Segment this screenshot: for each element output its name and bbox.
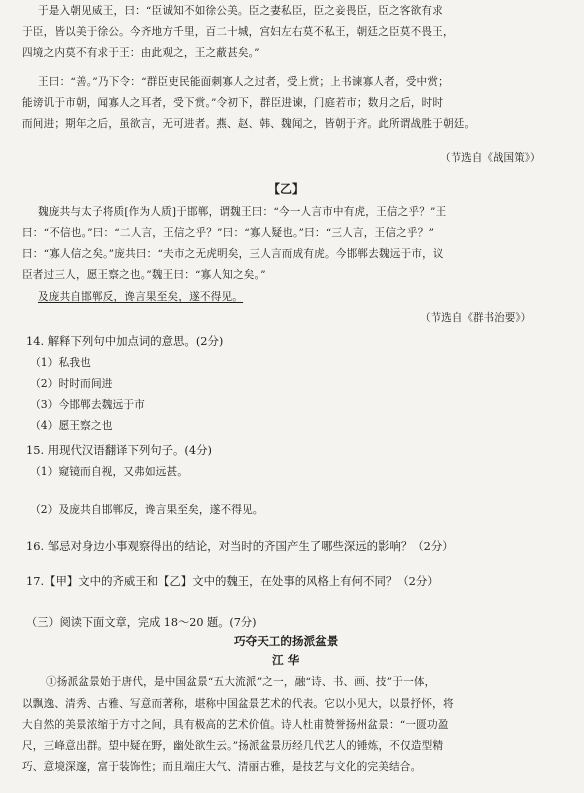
- passage-yi-line-1: 魏庞共与太子将质[作为人质]于邯郸，谓魏王曰：“今一人言市中有虎，王信之乎？”王: [38, 206, 447, 218]
- passage-yi-line-3: 曰：“寡人信之矣。”庞共曰：“夫市之无虎明矣，三人言而成有虎。今邯郸去魏远于市，议: [22, 248, 444, 260]
- question-14-item-2: （2）时时而间进: [30, 377, 113, 390]
- article-line-2: 以飘逸、清秀、古雅、写意而著称，堪称中国盆景艺术的代表。它以小见大，以景抒怀，将: [22, 698, 454, 710]
- passage-jia-line-6: 而间进；期年之后，虽欲言，无可进者。燕、赵、韩、魏闻之，皆朝于齐。此所谓战胜于朝廷。: [22, 118, 476, 130]
- article-line-1: ①扬派盆景始于唐代，是中国盆景“五大流派”之一，融“诗、书、画、技”于一体，: [46, 676, 436, 688]
- article-line-5: 巧、意境深邃，富于装饰性；而且端庄大气、清丽古雅，是技艺与文化的完美结合。: [22, 761, 422, 773]
- question-14-stem: 14. 解释下列句中加点词的意思。(2分): [26, 334, 224, 348]
- passage-yi-underlined-sentence: 及庞共自邯郸反，谗言果至矣，遂不得见。: [38, 291, 244, 303]
- section-3-intro: （三）阅读下面文章，完成 18～20 题。(7分): [26, 616, 257, 629]
- passage-yi-heading: 【乙】: [268, 182, 305, 196]
- passage-jia-line-5: 能谤讥于市朝，闻寡人之耳者，受下赏。”令初下，群臣进谏，门庭若市；数月之后，时时: [22, 97, 444, 109]
- passage-jia-line-3: 四境之内莫不有求于王：由此观之，王之蔽甚矣。”: [22, 47, 260, 59]
- article-line-3: 大自然的美景浓缩于方寸之间，具有极高的艺术价值。诗人杜甫赞誉扬州盆景：“一匮功盈: [22, 719, 449, 731]
- question-14-item-1: （1）私我也: [30, 356, 91, 369]
- question-14-item-3: （3）今邯郸去魏远于市: [30, 398, 145, 411]
- passage-jia-line-4: 王曰：“善。”乃下令：“群臣吏民能面刺寡人之过者，受上赏；上书谏寡人者，受中赏；: [38, 76, 449, 88]
- question-14-item-4: （4）愿王察之也: [30, 419, 113, 432]
- question-17: 17.【甲】文中的齐威王和【乙】文中的魏王，在处事的风格上有何不同？（2分）: [26, 574, 439, 588]
- question-16: 16. 邹忌对身边小事观察得出的结论，对当时的齐国产生了哪些深远的影响？（2分）: [26, 539, 454, 553]
- question-15-stem: 15. 用现代汉语翻译下列句子。(4分): [26, 443, 212, 457]
- article-line-4: 尺，三峰意出群。望中疑在野，幽处欲生云。”扬派盆景历经几代艺人的锤炼，不仅造型精: [22, 740, 444, 752]
- passage-yi-source: （节选自《群书治要》）: [420, 312, 532, 324]
- passage-jia-source: （节选自《战国策》）: [440, 152, 541, 164]
- passage-yi-line-2: 曰：“不信也。”曰：“二人言，王信之乎？”曰：“寡人疑也。”曰：“三人言，王信之乎？”: [22, 227, 435, 239]
- article-title: 巧夺天工的扬派盆景: [234, 634, 339, 648]
- passage-jia-line-1: 于是入朝见威王，曰：“臣诚知不如徐公美。臣之妻私臣，臣之妾畏臣，臣之客欲有求: [38, 5, 443, 17]
- question-15-item-1: （1）窥镜而自视，又弗如远甚。: [30, 465, 189, 478]
- passage-yi-line-4: 臣者过三人，愿王察之也。”魏王曰：“寡人知之矣。”: [22, 269, 266, 281]
- question-15-item-2: （2）及庞共自邯郸反，谗言果至矣，遂不得见。: [30, 503, 264, 516]
- article-author: 江 华: [272, 653, 300, 667]
- passage-jia-line-2: 于臣，皆以美于徐公。今齐地方千里，百二十城，宫妇左右莫不私王，朝廷之臣莫不畏王，: [22, 26, 454, 38]
